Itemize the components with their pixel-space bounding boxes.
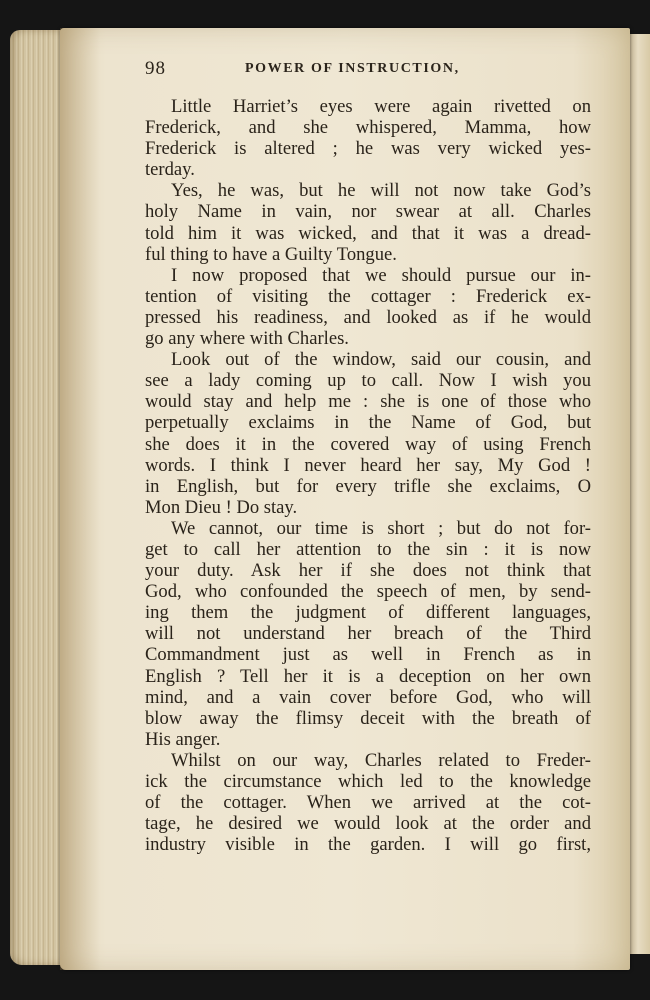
text-line: tention of visiting the cottager : Frederick ex- [145,285,591,307]
page-gutter-shadow [60,28,100,970]
text-line: pressed his readiness, and looked as if he would [145,306,591,328]
text-line: English ? Tell her it is a deception on her own [145,665,591,687]
text-line: she does it in the covered way of using French [145,433,591,455]
text-line: We cannot, our time is short ; but do not for- [171,517,591,539]
text-line: told him it was wicked, and that it was a dread- [145,222,591,244]
text-line: Frederick, and she whispered, Mamma, how [145,117,591,139]
page-header [145,58,595,84]
text-line: Look out of the window, said our cousin, and [171,349,591,371]
text-line: go any where with Charles. [145,328,349,350]
text-line: of the cottager. When we arrived at the cot- [145,792,591,814]
text-line: your duty. Ask her if she does not think that [145,560,591,582]
text-line: Little Harriet’s eyes were again rivetted on [171,96,591,117]
text-line: would stay and help me : she is one of those who [145,391,591,413]
text-line: Yes, he was, but he will not now take God’s [171,180,591,202]
adjacent-page-edge [628,34,650,954]
text-line: holy Name in vain, nor swear at all. Charles [145,201,591,223]
body-text [145,96,591,855]
text-line: ick the circumstance which led to the knowledge [145,771,591,792]
text-line: tage, he desired we would look at the order and [145,813,591,835]
text-line: ful thing to have a Guilty Tongue. [145,243,397,265]
text-line: Mon Dieu ! Do stay. [145,496,298,518]
text-line: His anger. [145,728,221,750]
text-line: will not understand her breach of the Third [145,623,591,645]
text-line: perpetually exclaims in the Name of God, but [145,412,591,434]
text-line: terday. [145,159,195,181]
text-line: God, who confounded the speech of men, by send- [145,581,591,603]
text-line: Frederick is altered ; he was very wicked yes- [145,138,591,160]
text-line: words. I think I never heard her say, My God ! [145,454,591,476]
text-line: ing them the judgment of different languages, [145,602,591,624]
text-line: blow away the flimsy deceit with the breath of [145,707,591,729]
text-line: Commandment just as well in French as in [145,644,591,666]
text-line: I now proposed that we should pursue our in- [171,264,591,286]
text-line: industry visible in the garden. I will go first, [145,834,591,856]
text-line: get to call her attention to the sin : it is now [145,538,591,560]
text-line: mind, and a vain cover before God, who will [145,686,591,708]
running-head: POWER OF INSTRUCTION, [245,61,460,76]
page-number: 98 [145,58,166,79]
text-line: see a lady coming up to call. Now I wish you [145,370,591,392]
text-line: Whilst on our way, Charles related to Freder- [171,749,591,771]
text-line: in English, but for every trifle she exclaims, O [145,475,591,497]
